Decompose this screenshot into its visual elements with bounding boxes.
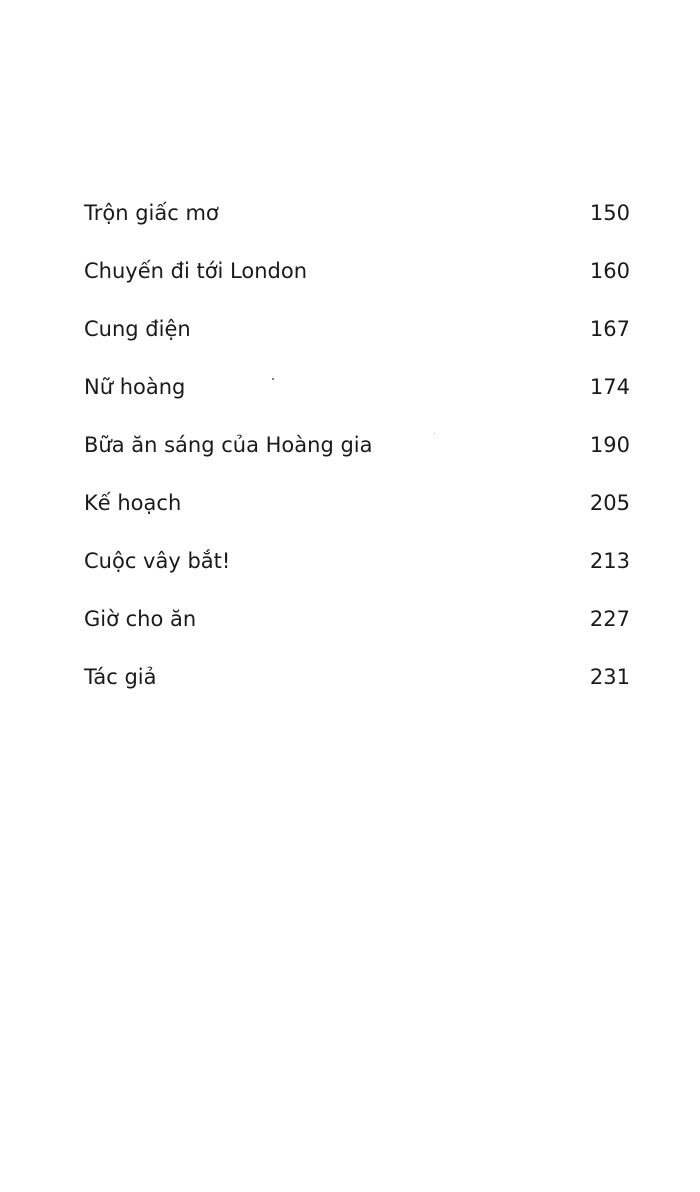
toc-entry-title: Giờ cho ăn [84, 607, 197, 631]
toc-entry [84, 599, 630, 657]
table-of-contents [84, 193, 630, 715]
toc-entry [84, 541, 630, 599]
toc-entry [84, 193, 630, 251]
toc-entry-title: Chuyến đi tới London [84, 259, 308, 283]
toc-entry-title: Kế hoạch [84, 491, 182, 515]
toc-entry-title: Trộn giấc mơ [84, 201, 219, 225]
toc-entry-title: Cuộc vây bắt! [84, 549, 231, 573]
toc-entry-page: 167 [589, 317, 630, 341]
toc-entry-page: 213 [589, 549, 630, 573]
toc-entry [84, 251, 630, 309]
toc-entry-title: Cung điện [84, 317, 191, 341]
toc-entry [84, 309, 630, 367]
toc-entry-page: 174 [589, 375, 630, 399]
toc-entry-title: Bữa ăn sáng của Hoàng gia [84, 433, 373, 457]
toc-entry-title: Tác giả [84, 665, 157, 689]
toc-entry [84, 425, 630, 483]
toc-entry-page: 231 [589, 665, 630, 689]
toc-entry-page: 190 [589, 433, 630, 457]
toc-entry-page: 160 [589, 259, 630, 283]
scan-speck [434, 433, 435, 434]
toc-entry [84, 657, 630, 715]
toc-entry-page: 205 [589, 491, 630, 515]
toc-entry-page: 227 [589, 607, 630, 631]
toc-entry [84, 367, 630, 425]
toc-entry-page: 150 [589, 201, 630, 225]
toc-entry [84, 483, 630, 541]
scan-speck [272, 378, 274, 380]
toc-entry-title: Nữ hoàng [84, 375, 186, 399]
